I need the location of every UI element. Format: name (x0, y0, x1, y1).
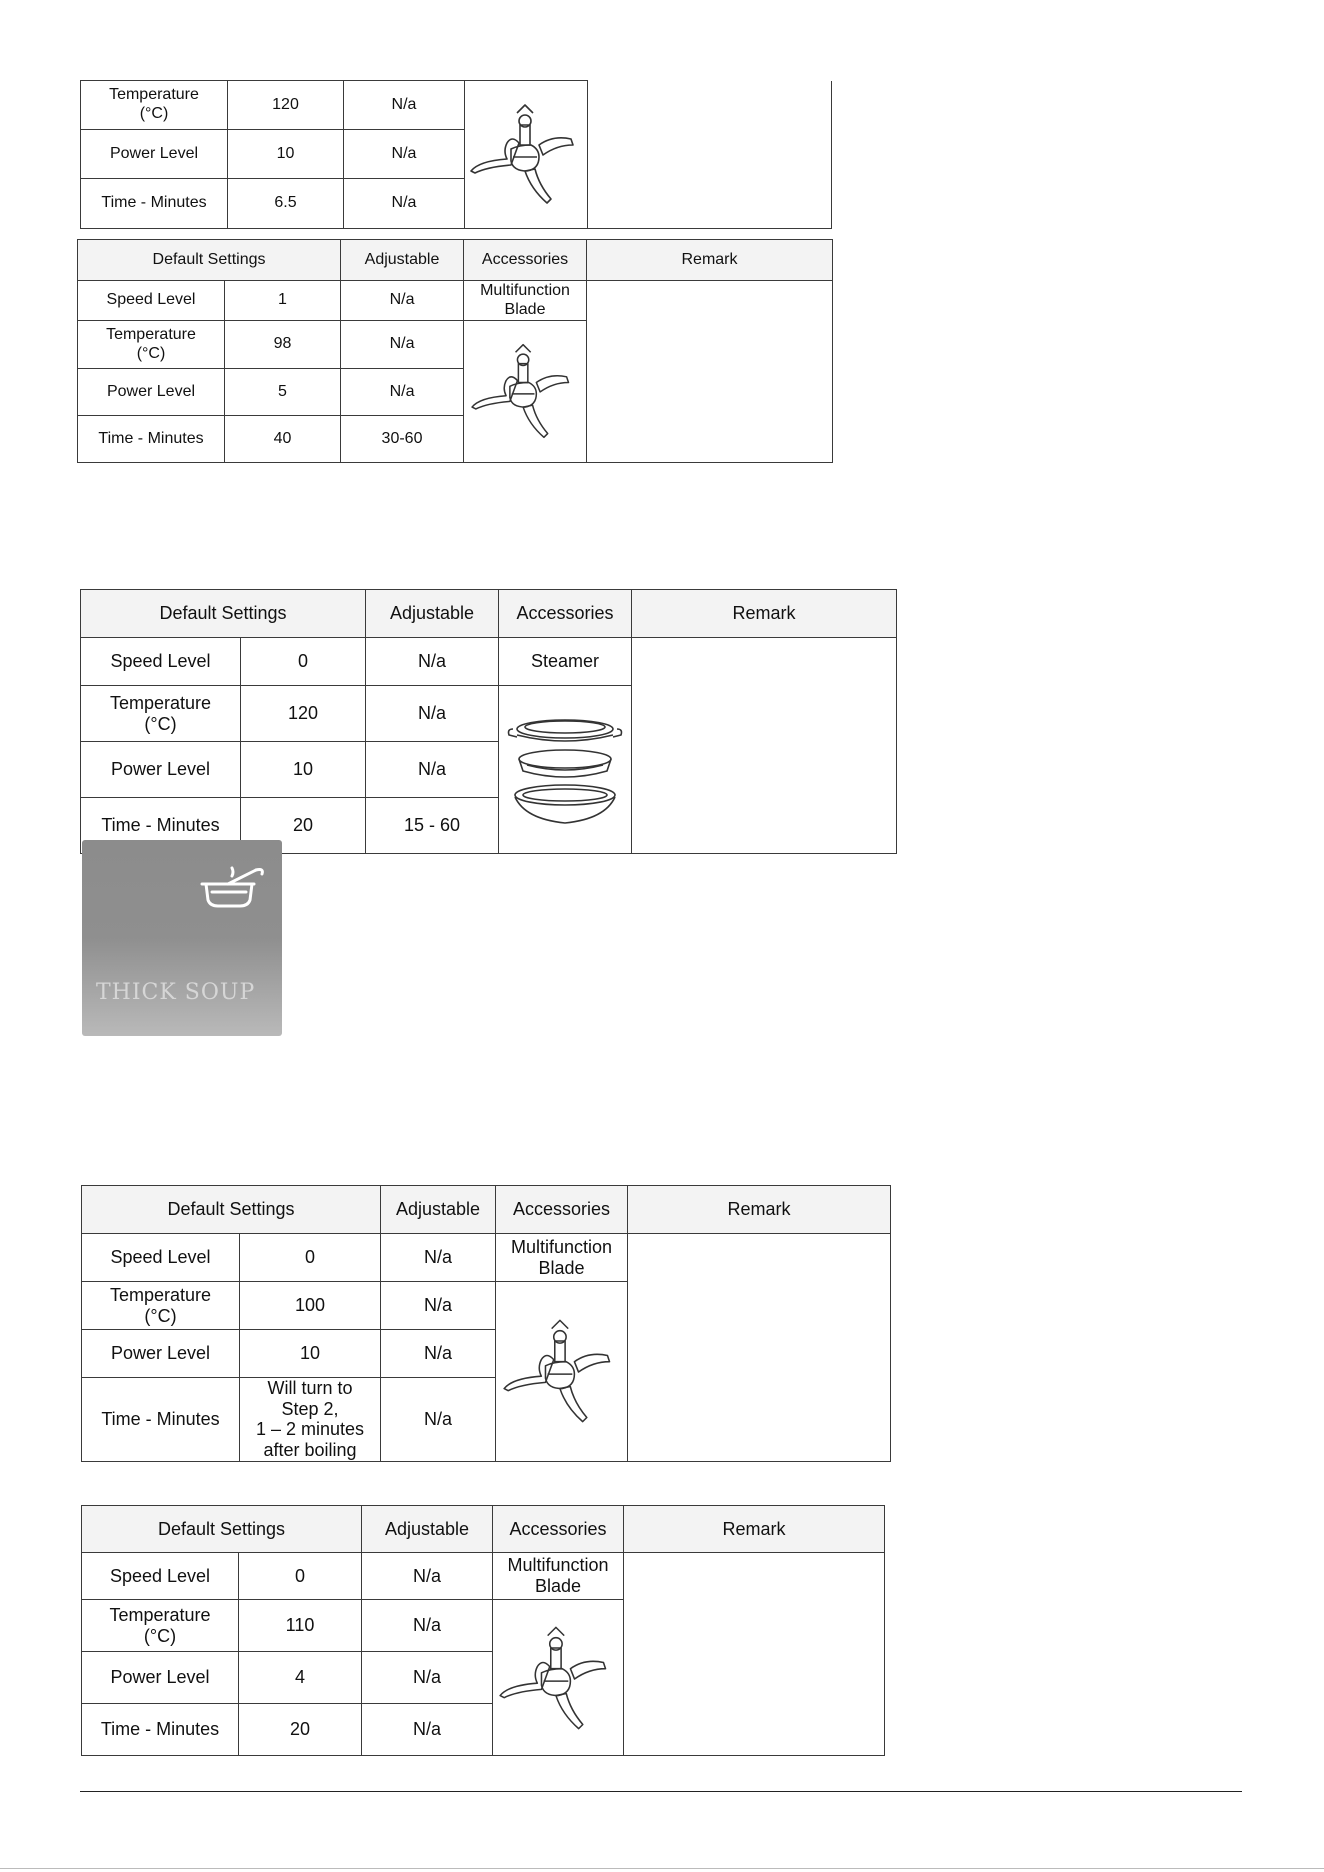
adjustable-value: N/a (362, 1553, 493, 1600)
row-label: Speed Level (82, 1234, 240, 1282)
remark-cell (587, 281, 833, 463)
default-value: 120 (241, 686, 366, 742)
default-value: Will turn to Step 2, 1 – 2 minutes after boiling (240, 1378, 381, 1462)
table-header-row (82, 1506, 885, 1553)
multifunction-blade-icon (496, 1621, 620, 1735)
adjustable-value: N/a (366, 638, 499, 686)
accessory-name: Multifunction Blade (464, 281, 587, 321)
row-label: Speed Level (82, 1553, 239, 1600)
adjustable-value: N/a (344, 81, 465, 130)
default-value: 0 (239, 1553, 362, 1600)
table-header-row (78, 240, 833, 281)
accessory-image (496, 1282, 628, 1462)
accessory-name: Multifunction Blade (493, 1553, 624, 1600)
adjustable-value: N/a (381, 1234, 496, 1282)
default-value: 98 (225, 321, 341, 369)
row-label: Time - Minutes (78, 415, 225, 462)
adjustable-value: 15 - 60 (366, 798, 499, 854)
thick-soup-label: THICK SOUP (96, 980, 256, 1005)
settings-table-3 (80, 589, 897, 854)
accessory-name: Steamer (499, 638, 632, 686)
default-value: 20 (241, 798, 366, 854)
adjustable-value: N/a (362, 1652, 493, 1704)
default-value: 0 (240, 1234, 381, 1282)
default-value: 110 (239, 1600, 362, 1652)
accessory-image (465, 81, 588, 229)
header-default-settings: Default Settings (81, 590, 366, 638)
header-default-settings: Default Settings (82, 1506, 362, 1553)
row-label: Temperature (°C) (81, 81, 228, 130)
table-row (78, 281, 833, 321)
multifunction-blade-icon (467, 99, 587, 209)
header-remark: Remark (628, 1186, 891, 1234)
table-row (81, 81, 832, 130)
accessory-name: Multifunction Blade (496, 1234, 628, 1282)
header-remark: Remark (587, 240, 833, 281)
settings-table-5 (81, 1505, 885, 1756)
default-value: 10 (241, 742, 366, 798)
row-label: Time - Minutes (82, 1704, 239, 1756)
header-adjustable: Adjustable (341, 240, 464, 281)
remark-cell (624, 1553, 885, 1756)
header-accessories: Accessories (493, 1506, 624, 1553)
default-value: 0 (241, 638, 366, 686)
default-value: 5 (225, 369, 341, 416)
adjustable-value: N/a (381, 1330, 496, 1378)
row-label: Temperature (°C) (81, 686, 241, 742)
adjustable-value: N/a (366, 686, 499, 742)
adjustable-value: N/a (341, 321, 464, 369)
default-value: 1 (225, 281, 341, 321)
settings-table-1 (80, 80, 832, 229)
header-remark: Remark (624, 1506, 885, 1553)
adjustable-value: N/a (344, 129, 465, 179)
adjustable-value: N/a (381, 1282, 496, 1330)
thick-soup-button[interactable] (82, 840, 282, 1036)
row-label: Temperature (°C) (82, 1600, 239, 1652)
header-default-settings: Default Settings (78, 240, 341, 281)
row-label: Power Level (78, 369, 225, 416)
header-default-settings: Default Settings (82, 1186, 381, 1234)
row-label: Power Level (82, 1652, 239, 1704)
default-value: 10 (228, 129, 344, 179)
default-value: 100 (240, 1282, 381, 1330)
adjustable-value: N/a (366, 742, 499, 798)
remark-cell (628, 1234, 891, 1462)
default-value: 40 (225, 415, 341, 462)
adjustable-value: N/a (344, 179, 465, 229)
adjustable-value: N/a (362, 1600, 493, 1652)
header-adjustable: Adjustable (381, 1186, 496, 1234)
table-header-row (82, 1186, 891, 1234)
settings-table-2 (77, 239, 833, 463)
adjustable-value: 30-60 (341, 415, 464, 462)
header-accessories: Accessories (499, 590, 632, 638)
default-value: 120 (228, 81, 344, 130)
remark-cell (588, 81, 832, 229)
table-header-row (81, 590, 897, 638)
row-label: Power Level (81, 129, 228, 179)
remark-cell (632, 638, 897, 854)
adjustable-value: N/a (341, 369, 464, 416)
header-remark: Remark (632, 590, 897, 638)
adjustable-value: N/a (362, 1704, 493, 1756)
row-label: Time - Minutes (81, 798, 241, 854)
row-label: Power Level (82, 1330, 240, 1378)
footer-divider (0, 1868, 1324, 1869)
accessory-image (499, 686, 632, 854)
row-label: Power Level (81, 742, 241, 798)
accessory-image (464, 321, 587, 463)
page-bottom-rule (80, 1791, 1242, 1792)
row-label: Time - Minutes (81, 179, 228, 229)
header-adjustable: Adjustable (366, 590, 499, 638)
multifunction-blade-icon (467, 339, 583, 443)
header-adjustable: Adjustable (362, 1506, 493, 1553)
table-row (82, 1553, 885, 1600)
multifunction-blade-icon (500, 1314, 624, 1428)
adjustable-value: N/a (381, 1378, 496, 1462)
row-label: Speed Level (78, 281, 225, 321)
default-value: 20 (239, 1704, 362, 1756)
row-label: Speed Level (81, 638, 241, 686)
default-value: 6.5 (228, 179, 344, 229)
table-row (82, 1234, 891, 1282)
steamer-icon (505, 707, 625, 833)
table-row (81, 638, 897, 686)
default-value: 10 (240, 1330, 381, 1378)
accessory-image (493, 1600, 624, 1756)
adjustable-value: N/a (341, 281, 464, 321)
row-label: Time - Minutes (82, 1378, 240, 1462)
default-value: 4 (239, 1652, 362, 1704)
settings-table-4 (81, 1185, 891, 1462)
row-label: Temperature (°C) (78, 321, 225, 369)
soup-bowl-icon (198, 864, 268, 916)
header-accessories: Accessories (496, 1186, 628, 1234)
row-label: Temperature (°C) (82, 1282, 240, 1330)
header-accessories: Accessories (464, 240, 587, 281)
